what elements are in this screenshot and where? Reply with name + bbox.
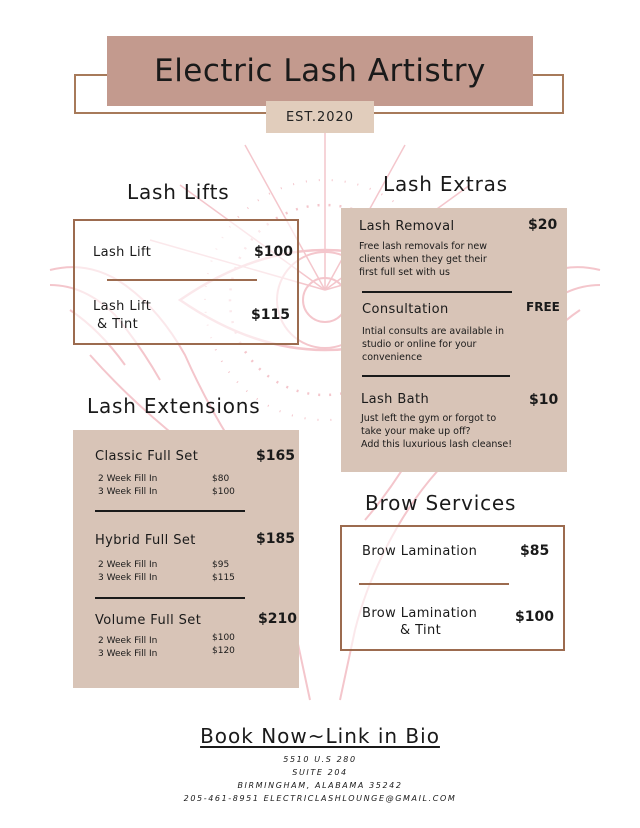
brow-lamination-name: Brow Lamination: [362, 544, 478, 559]
volume-2-week-label: 2 Week Fill In: [98, 636, 158, 646]
lash-lift-tint-name-line2: & Tint: [97, 317, 139, 332]
volume-3-week-price: $120: [212, 646, 235, 656]
lash-extras-heading: Lash Extras: [383, 172, 508, 196]
classic-2-week-price: $80: [212, 474, 230, 484]
title-banner: [107, 36, 533, 106]
lash-extras-divider-2: [362, 375, 510, 377]
address-line-2: SUITE 204: [292, 768, 348, 777]
consultation-price: FREE: [526, 300, 560, 314]
brow-services-divider: [359, 583, 509, 585]
brow-lamination-price: $85: [520, 543, 550, 559]
volume-full-set-name: Volume Full Set: [95, 613, 202, 628]
book-now-link[interactable]: Book Now~Link in Bio: [200, 724, 440, 748]
hybrid-3-week-label: 3 Week Fill In: [98, 573, 158, 583]
lash-bath-name: Lash Bath: [361, 392, 430, 407]
lash-lift-tint-name-line1: Lash Lift: [93, 299, 152, 314]
volume-3-week-label: 3 Week Fill In: [98, 649, 158, 659]
lash-extensions-divider-1: [95, 510, 245, 512]
brow-lamination-tint-name-line1: Brow Lamination: [362, 606, 478, 621]
lash-extensions-heading: Lash Extensions: [87, 394, 261, 418]
lash-bath-description: Just left the gym or forgot to take your make up off? Add this luxurious lash cleanse!: [361, 413, 513, 450]
classic-3-week-label: 3 Week Fill In: [98, 487, 158, 497]
volume-full-set-price: $210: [258, 611, 297, 627]
contact-info: 205-461-8951 ELECTRICLASHLOUNGE@GMAIL.COM: [183, 794, 457, 803]
hybrid-2-week-price: $95: [212, 560, 230, 570]
lash-removal-price: $20: [528, 217, 558, 233]
lash-removal-description: Free lash removals for new clients when they get their first full set with us: [359, 241, 488, 278]
classic-3-week-price: $100: [212, 487, 235, 497]
classic-2-week-label: 2 Week Fill In: [98, 474, 158, 484]
classic-full-set-name: Classic Full Set: [95, 449, 199, 464]
hybrid-full-set-name: Hybrid Full Set: [95, 533, 196, 548]
address-line-1: 5510 U.S 280: [283, 755, 357, 764]
brow-lamination-tint-name-line2: & Tint: [400, 623, 442, 638]
brow-services-heading: Brow Services: [365, 491, 517, 515]
classic-full-set-price: $165: [256, 448, 295, 464]
lash-lift-name: Lash Lift: [93, 245, 152, 260]
brow-lamination-tint-price: $100: [515, 609, 554, 625]
hybrid-full-set-price: $185: [256, 531, 295, 547]
page-title: Electric Lash Artistry: [154, 53, 486, 89]
established-badge: EST.2020: [266, 101, 374, 133]
consultation-description: Intial consults are available in studio or online for your convenience: [362, 326, 504, 363]
consultation-name: Consultation: [362, 302, 449, 317]
hybrid-3-week-price: $115: [212, 573, 235, 583]
lash-lift-tint-price: $115: [251, 307, 290, 323]
address-line-3: BIRMINGHAM, ALABAMA 35242: [237, 781, 403, 790]
lash-extras-divider-1: [362, 291, 512, 293]
lash-removal-name: Lash Removal: [359, 219, 455, 234]
hybrid-2-week-label: 2 Week Fill In: [98, 560, 158, 570]
lash-bath-price: $10: [529, 392, 559, 408]
book-now-link-container: [0, 724, 640, 748]
lash-lift-price: $100: [254, 244, 293, 260]
lash-extensions-divider-2: [95, 597, 245, 599]
lash-lifts-heading: Lash Lifts: [127, 180, 230, 204]
lash-lifts-divider: [107, 279, 257, 281]
volume-2-week-price: $100: [212, 633, 235, 643]
